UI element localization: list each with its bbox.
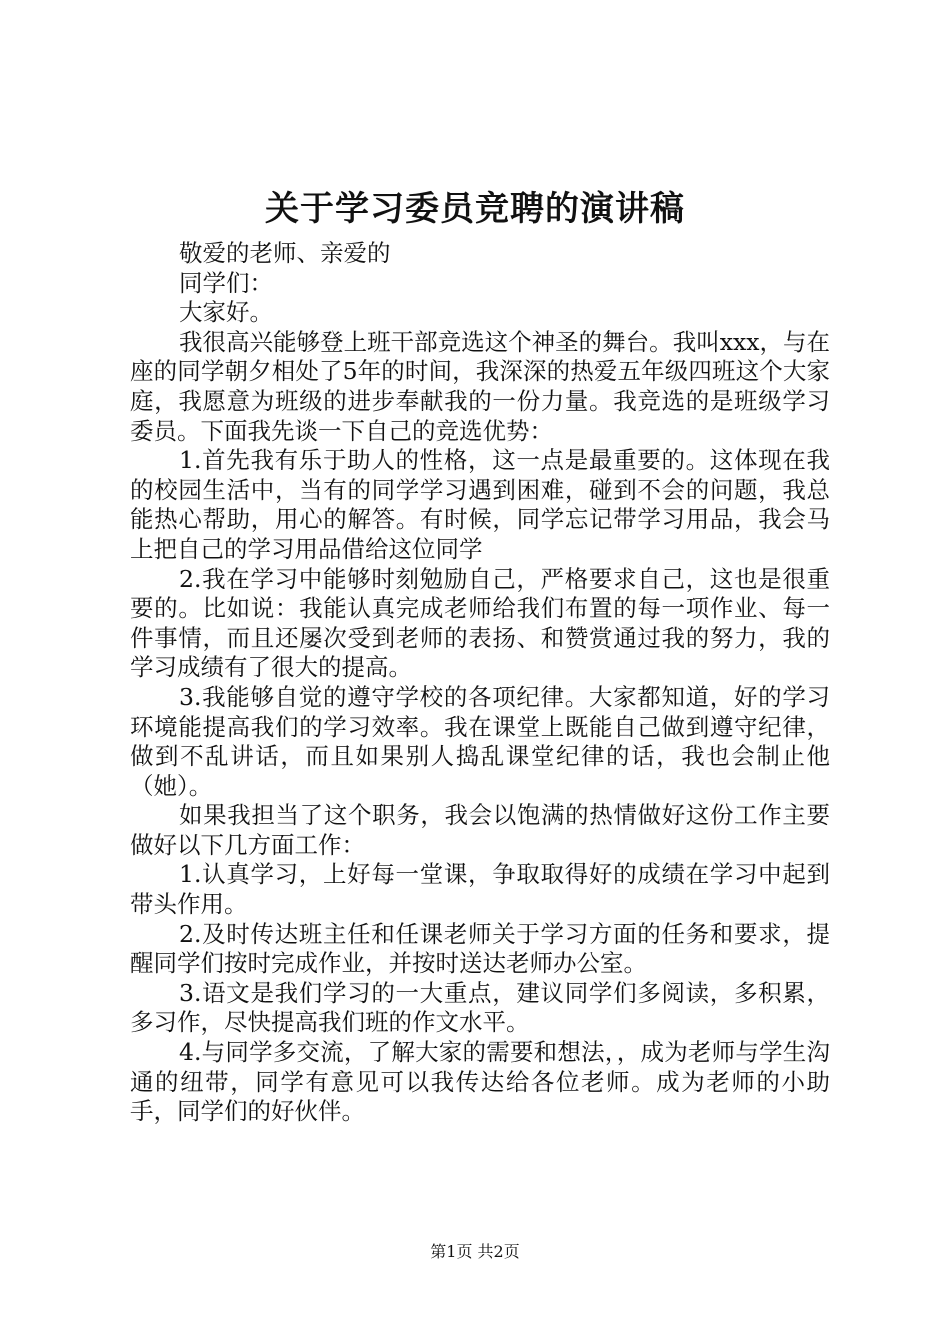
document-title: 关于学习委员竞聘的演讲稿	[265, 189, 685, 229]
paragraph-plan-2: 2.及时传达班主任和任课老师关于学习方面的任务和要求，提醒同学们按时完成作业，并按时送达老师办公室。	[130, 919, 830, 978]
paragraph-salutation-2: 同学们：	[179, 268, 273, 297]
paragraph-advantage-2: 2.我在学习中能够时刻勉励自己，严格要求自己，这也是很重要的。比如说：我能认真完成老师给我们布置的每一项作业、每一件事情，而且还屡次受到老师的表扬、和赞赏通过我的努力，我的学习成绩有了很大的提高。	[130, 564, 830, 682]
paragraph-plan-3: 3.语文是我们学习的一大重点，建议同学们多阅读，多积累，多习作，尽快提高我们班的作文水平。	[130, 978, 830, 1037]
paragraph-plan-1: 1.认真学习，上好每一堂课，争取取得好的成绩在学习中起到带头作用。	[130, 860, 830, 919]
paragraph-advantage-1: 1.首先我有乐于助人的性格，这一点是最重要的。这体现在我的校园生活中，当有的同学学习遇到困难，碰到不会的问题，我总能热心帮助，用心的解答。有时候，同学忘记带学习用品，我会马上把自己的学习用品借给这位同学	[130, 446, 830, 563]
paragraph-greeting: 大家好。	[179, 298, 273, 327]
page-indicator: 第1页 共2页	[430, 1242, 520, 1261]
paragraph-intro: 我很高兴能够登上班干部竞选这个神圣的舞台。我叫xxx，与在座的同学朝夕相处了5年的时间，我深深的热爱五年级四班这个大家庭，我愿意为班级的进步奉献我的一份力量。我竞选的是班级学习委员。下面我先谈一下自己的竞选优势：	[130, 327, 830, 445]
paragraph-plan-4: 4.与同学多交流，了解大家的需要和想法，，成为老师与学生沟通的纽带，同学有意见可以我传达给各位老师。成为老师的小助手，同学们的好伙伴。	[130, 1038, 830, 1126]
paragraph-plan-intro: 如果我担当了这个职务，我会以饱满的热情做好这份工作主要做好以下几方面工作：	[130, 801, 830, 859]
document-body	[130, 239, 830, 1127]
paragraph-salutation-1: 敬爱的老师、亲爱的	[179, 239, 391, 267]
paragraph-advantage-3: 3.我能够自觉的遵守学校的各项纪律。大家都知道，好的学习环境能提高我们的学习效率。我在课堂上既能自己做到遵守纪律，做到不乱讲话，而且如果别人捣乱课堂纪律的话，我也会制止他（她）。	[130, 682, 830, 800]
